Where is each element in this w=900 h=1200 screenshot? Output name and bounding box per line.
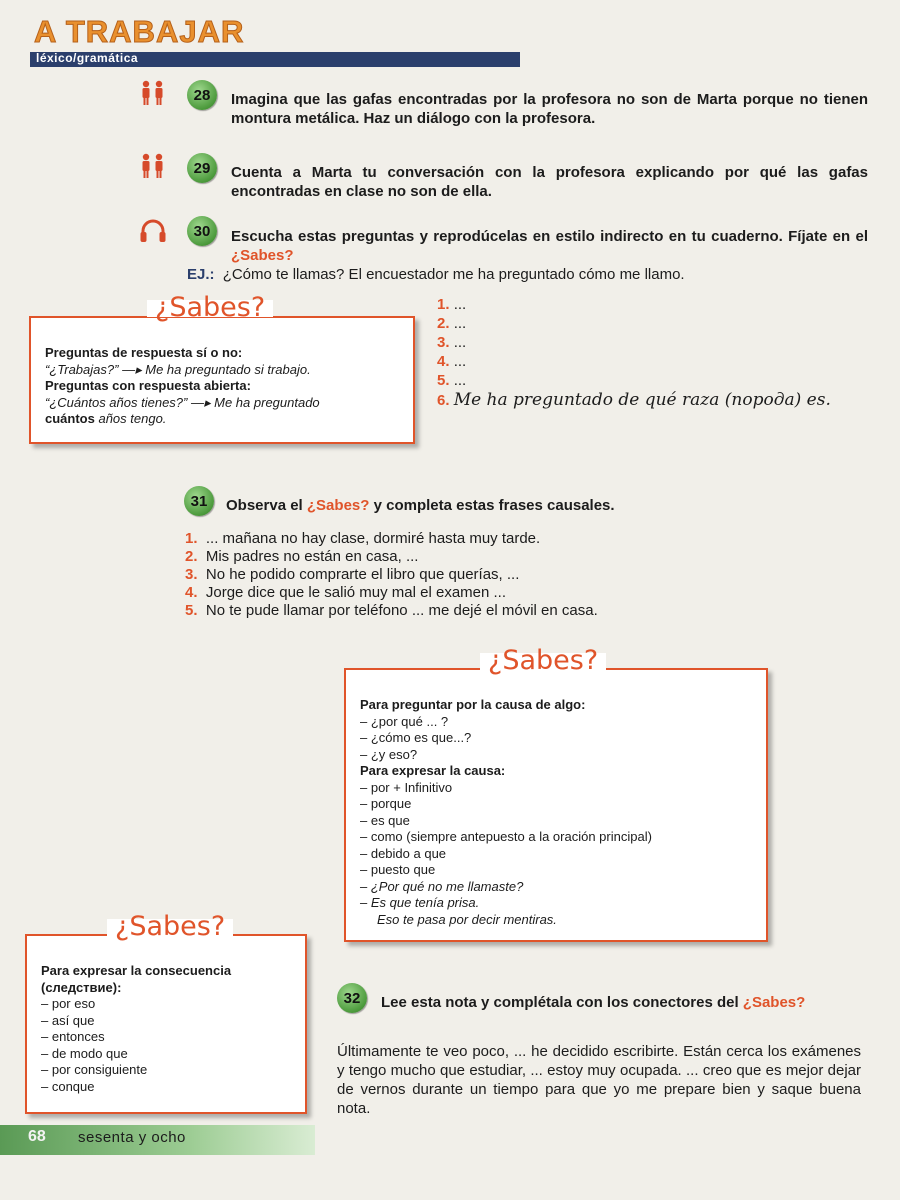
headphones-icon — [139, 218, 167, 249]
exercise-number-badge: 32 — [337, 983, 367, 1013]
example-text: ¿Cómo te llamas? El encuestador me ha preguntado cómo me llamo. — [222, 266, 685, 283]
list-item: – ¿cómo es que...? — [360, 730, 472, 745]
exercise-32-instruction: Lee esta nota y complétala con los conectores del ¿Sabes? — [381, 994, 806, 1011]
list-item: – debido a que — [360, 845, 447, 861]
handwritten-answer: Me ha preguntado de qué raza (порода) es. — [453, 390, 831, 410]
page-number: 68 — [28, 1128, 46, 1145]
sabes-reference: ¿Sabes? — [231, 247, 294, 264]
sabes-reference: ¿Sabes? — [742, 994, 806, 1011]
sabes-example: – Es que tenía prisa. — [360, 895, 480, 910]
list-item: 2. ... — [437, 315, 467, 332]
sabes-heading: Para expresar la consecuencia (следствие): — [41, 963, 232, 995]
list-item: 4. ... — [437, 353, 467, 370]
list-item: – por + Infinitivo — [360, 779, 453, 795]
list-item: – ¿por qué ... ? — [360, 713, 449, 729]
exercise-31-instruction: Observa el ¿Sabes? y completa estas frases causales. — [226, 497, 615, 514]
sabes-box-title: ¿Sabes? — [147, 300, 273, 317]
exercise-28-instruction: Imagina que las gafas encontradas por la profesora no son de Marta porque no tienen montura metálica. Haz un diálogo con la profesora. — [231, 91, 868, 127]
sabes-example: “¿Trabajas?” —▸ Me ha preguntado si trabajo. — [45, 361, 311, 377]
arrow-icon: —▸ — [122, 361, 142, 377]
sabes-box-consequence — [25, 911, 307, 1114]
list-item: – como (siempre antepuesto a la oración principal) — [360, 829, 652, 844]
example-label: EJ.: — [187, 266, 215, 283]
sabes-example: cuántos años tengo. — [45, 411, 167, 426]
sabes-example: “¿Cuántos años tienes?” —▸ Me ha preguntado — [45, 394, 320, 410]
section-subtitle: léxico/gramática — [36, 51, 139, 65]
list-item: 1. ... — [437, 296, 467, 313]
list-item: 3. ... — [437, 334, 467, 351]
list-item: – entonces — [41, 1029, 105, 1044]
list-item: 6. Me ha preguntado de qué raza (порода) es. — [437, 390, 831, 410]
list-item: – puesto que — [360, 862, 436, 877]
sabes-example: – ¿Por qué no me llamaste? — [360, 878, 524, 894]
exercise-30-answers — [437, 296, 877, 410]
exercise-number-badge: 28 — [187, 80, 217, 110]
exercise-31-items — [185, 530, 745, 620]
section-title: A TRABAJAR — [34, 14, 245, 49]
pair-people-icon — [139, 80, 167, 111]
exercise-number-badge: 30 — [187, 216, 217, 246]
list-item: – por consiguiente — [41, 1062, 148, 1077]
sabes-example: Eso te pasa por decir mentiras. — [377, 911, 557, 927]
list-item: 2. Mis padres no están en casa, ... — [185, 548, 419, 565]
sabes-box-content — [360, 697, 760, 928]
list-item: – ¿y eso? — [360, 746, 418, 762]
pair-people-icon — [139, 153, 167, 184]
note-text: Últimamente te veo poco, ... he decidido escribirte. Están cerca los exámenes y tengo mucho que estudiar, ... estoy muy ocupada. ... creo que es mejor dejar de vernos durante un tiempo para que yo me prepare bien y saque buena nota. — [337, 1043, 861, 1117]
example-line — [187, 266, 685, 283]
sabes-box-cause — [344, 645, 768, 942]
sabes-box-title: ¿Sabes? — [480, 653, 606, 670]
sabes-box-title: ¿Sabes? — [107, 919, 233, 936]
exercise-29-instruction: Cuenta a Marta tu conversación con la profesora explicando por qué las gafas encontradas en clase no son de ella. — [231, 164, 868, 200]
sabes-heading: Preguntas con respuesta abierta: — [45, 378, 251, 393]
sabes-box-content — [41, 963, 296, 1095]
exercise-number-badge: 31 — [184, 486, 214, 516]
sabes-heading: Preguntas de respuesta sí o no: — [45, 345, 243, 360]
page-number-words: sesenta y ocho — [78, 1129, 186, 1146]
sabes-box-content — [45, 345, 405, 428]
sabes-box-indirect-questions — [29, 292, 415, 444]
list-item: 5. No te pude llamar por teléfono ... me dejé el móvil en casa. — [185, 602, 598, 619]
list-item: – conque — [41, 1078, 95, 1094]
list-item: – así que — [41, 1012, 95, 1028]
list-item: – por eso — [41, 996, 96, 1011]
list-item: – es que — [360, 812, 410, 828]
list-item: 3. No he podido comprarte el libro que querías, ... — [185, 566, 520, 583]
exercise-number-badge: 29 — [187, 153, 217, 183]
sabes-reference: ¿Sabes? — [306, 497, 370, 514]
list-item: 4. Jorge dice que le salió muy mal el examen ... — [185, 584, 507, 601]
list-item: – de modo que — [41, 1045, 128, 1061]
sabes-heading: Para preguntar por la causa de algo: — [360, 697, 586, 712]
list-item: 1. ... mañana no hay clase, dormiré hasta muy tarde. — [185, 530, 541, 547]
exercise-30-instruction — [231, 227, 868, 265]
arrow-icon: —▸ — [190, 394, 211, 410]
sabes-heading: Para expresar la causa: — [360, 763, 506, 778]
list-item: – porque — [360, 796, 412, 811]
list-item: 5. ... — [437, 372, 467, 389]
instruction-text: Escucha estas preguntas y reprodúcelas en estilo indirecto en tu cuaderno. Fíjate en el — [231, 228, 868, 245]
